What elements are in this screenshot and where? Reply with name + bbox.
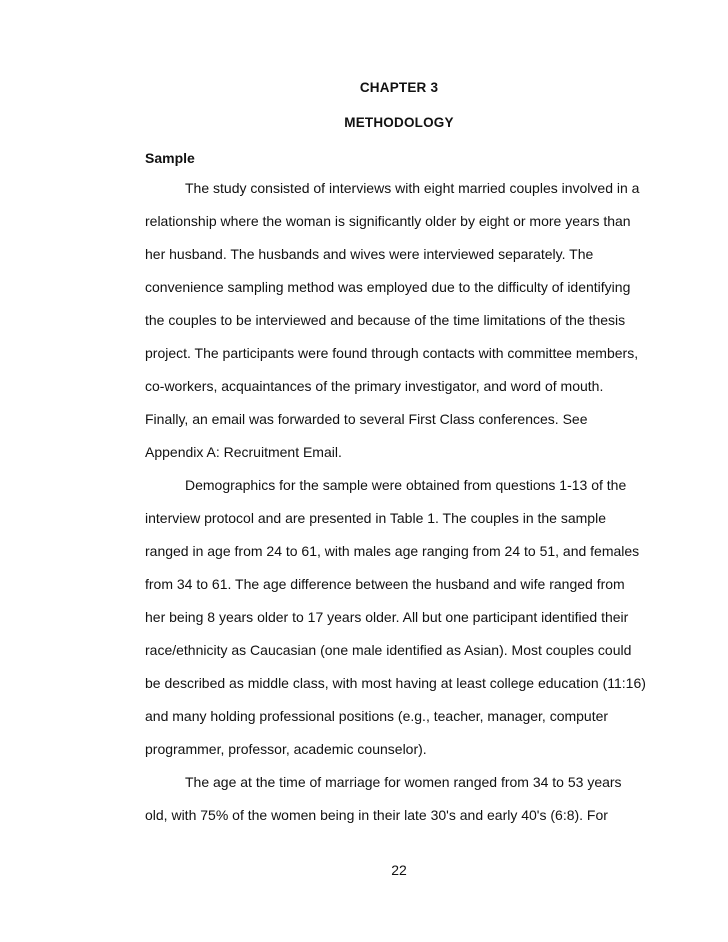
text-line: programmer, professor, academic counselor). (145, 741, 427, 757)
text-line: project. The participants were found through contacts with committee members, (145, 345, 639, 361)
chapter-label: CHAPTER 3 (359, 80, 439, 95)
text-line: and many holding professional positions (e.g., teacher, manager, computer (145, 708, 609, 724)
text-line: ranged in age from 24 to 61, with males age ranging from 24 to 51, and females (145, 543, 640, 559)
text-line: co-workers, acquaintances of the primary investigator, and word of mouth. (145, 378, 604, 394)
text-line: her being 8 years older to 17 years older. All but one participant identified their (145, 609, 629, 625)
text-line: Appendix A: Recruitment Email. (145, 444, 342, 460)
text-line: The study consisted of interviews with eight married couples involved in a (185, 180, 640, 196)
text-line: The age at the time of marriage for women ranged from 34 to 53 years (185, 774, 622, 790)
text-line: be described as middle class, with most having at least college education (11:16) (145, 675, 646, 691)
page-number: 22 (391, 862, 407, 878)
text-line: Finally, an email was forwarded to several First Class conferences. See (145, 411, 588, 427)
text-line: Demographics for the sample were obtained from questions 1-13 of the (185, 477, 627, 493)
text-line: old, with 75% of the women being in their late 30's and early 40's (6:8). For (145, 807, 608, 823)
text-line: from 34 to 61. The age difference between the husband and wife ranged from (145, 576, 625, 592)
text-line: the couples to be interviewed and because of the time limitations of the thesis (145, 312, 626, 328)
text-line: interview protocol and are presented in Table 1. The couples in the sample (145, 510, 606, 526)
text-line: relationship where the woman is significantly older by eight or more years than (145, 213, 631, 229)
text-line: convenience sampling method was employed due to the difficulty of identifying (145, 279, 631, 295)
section-heading-sample: Sample (145, 150, 195, 166)
text-line: race/ethnicity as Caucasian (one male identified as Asian). Most couples could (145, 642, 632, 658)
chapter-title: METHODOLOGY (344, 115, 454, 130)
text-line: her husband. The husbands and wives were interviewed separately. The (145, 246, 594, 262)
